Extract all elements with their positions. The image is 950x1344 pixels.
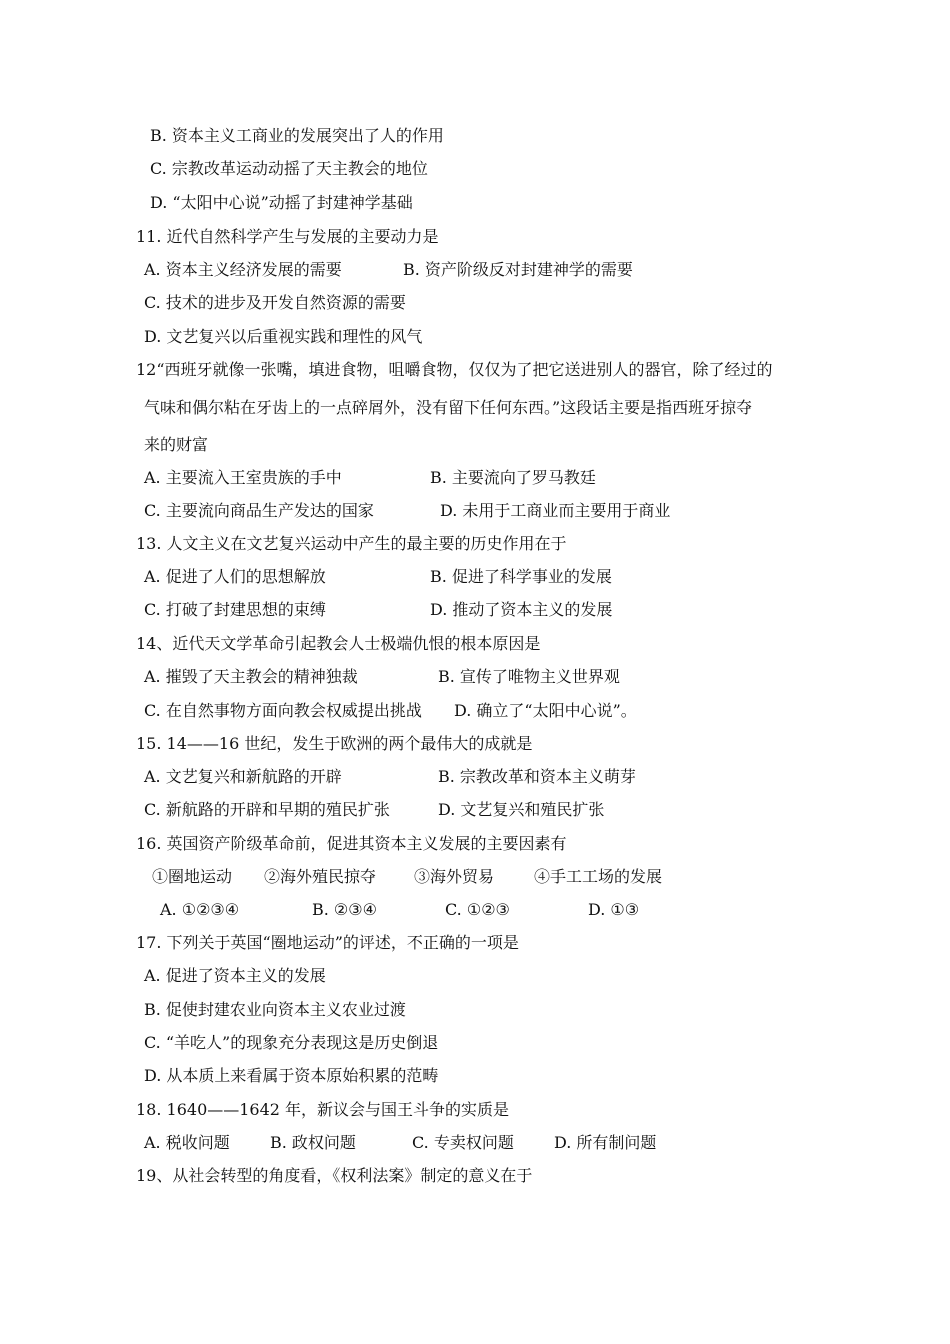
q10-option-c: C. 宗教改革运动动摇了天主教会的地位 (150, 159, 428, 178)
q16-factor-2: ②海外殖民掠夺 (264, 867, 377, 886)
q16-factor-1: ①圈地运动 (152, 867, 233, 886)
q17-option-d: D. 从本质上来看属于资本原始积累的范畴 (144, 1066, 439, 1085)
q15-stem: 15. 14——16 世纪，发生于欧洲的两个最伟大的成就是 (136, 734, 533, 753)
q16-option-b: B. ②③④ (312, 900, 377, 919)
q14-option-a: A. 摧毁了天主教会的精神独裁 (144, 667, 358, 686)
q19-stem: 19、从社会转型的角度看，《权利法案》制定的意义在于 (136, 1166, 533, 1185)
q12-option-c: C. 主要流向商品生产发达的国家 (144, 501, 374, 520)
q18-option-c: C. 专卖权问题 (412, 1133, 514, 1152)
q15-option-b: B. 宗教改革和资本主义萌芽 (438, 767, 636, 786)
q18-stem: 18. 1640——1642 年，新议会与国王斗争的实质是 (136, 1100, 510, 1119)
q11-option-c: C. 技术的进步及开发自然资源的需要 (144, 293, 406, 312)
q13-option-d: D. 推动了资本主义的发展 (430, 600, 613, 619)
q14-option-b: B. 宣传了唯物主义世界观 (438, 667, 620, 686)
q13-option-c: C. 打破了封建思想的束缚 (144, 600, 326, 619)
q13-option-a: A. 促进了人们的思想解放 (144, 567, 326, 586)
q16-option-d: D. ①③ (588, 900, 640, 919)
q14-option-c: C. 在自然事物方面向教会权威提出挑战 (144, 701, 422, 720)
q16-factor-4: ④手工工场的发展 (534, 867, 663, 886)
q17-option-a: A. 促进了资本主义的发展 (144, 966, 326, 985)
q10-option-d: D. “太阳中心说”动摇了封建神学基础 (150, 193, 413, 212)
q15-option-d: D. 文艺复兴和殖民扩张 (438, 800, 605, 819)
q12-option-b: B. 主要流向了罗马教廷 (430, 468, 596, 487)
q11-option-d: D. 文艺复兴以后重视实践和理性的风气 (144, 327, 423, 346)
q12-stem-line1: 12“西班牙就像一张嘴，填进食物，咀嚼食物，仅仅为了把它送进别人的器官，除了经过的 (136, 360, 773, 379)
q12-stem-line3: 来的财富 (144, 435, 209, 454)
q15-option-a: A. 文艺复兴和新航路的开辟 (144, 767, 342, 786)
q12-option-d: D. 未用于工商业而主要用于商业 (440, 501, 671, 520)
q18-option-d: D. 所有制问题 (554, 1133, 657, 1152)
q18-option-b: B. 政权问题 (270, 1133, 356, 1152)
q16-stem: 16. 英国资产阶级革命前，促进其资本主义发展的主要因素有 (136, 834, 567, 853)
q17-stem: 17. 下列关于英国“圈地运动”的评述，不正确的一项是 (136, 933, 519, 952)
q17-option-c: C. “羊吃人”的现象充分表现这是历史倒退 (144, 1033, 439, 1052)
q10-option-b: B. 资本主义工商业的发展突出了人的作用 (150, 126, 444, 145)
q11-option-a: A. 资本主义经济发展的需要 (144, 260, 342, 279)
q14-stem: 14、近代天文学革命引起教会人士极端仇恨的根本原因是 (136, 634, 541, 653)
q11-option-b: B. 资产阶级反对封建神学的需要 (403, 260, 633, 279)
q18-option-a: A. 税收问题 (144, 1133, 230, 1152)
q13-stem: 13. 人文主义在文艺复兴运动中产生的最主要的历史作用在于 (136, 534, 567, 553)
q11-stem: 11. 近代自然科学产生与发展的主要动力是 (136, 227, 439, 246)
q13-option-b: B. 促进了科学事业的发展 (430, 567, 612, 586)
q12-option-a: A. 主要流入王室贵族的手中 (144, 468, 342, 487)
q14-option-d: D. 确立了“太阳中心说”。 (454, 701, 637, 720)
q16-option-a: A. ①②③④ (160, 900, 240, 919)
q15-option-c: C. 新航路的开辟和早期的殖民扩张 (144, 800, 390, 819)
q16-factor-3: ③海外贸易 (414, 867, 495, 886)
q17-option-b: B. 促使封建农业向资本主义农业过渡 (144, 1000, 406, 1019)
q12-stem-line2: 气味和偶尔粘在牙齿上的一点碎屑外，没有留下任何东西。”这段话主要是指西班牙掠夺 (144, 398, 753, 417)
q16-option-c: C. ①②③ (445, 900, 510, 919)
